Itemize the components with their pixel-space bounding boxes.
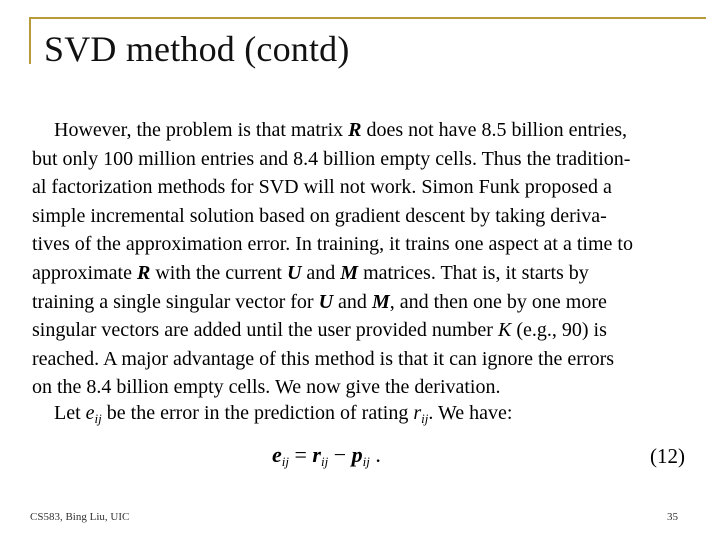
paragraph-line: but only 100 million entries and 8.4 billion empty cells. Thus the tradition-	[32, 147, 631, 170]
paragraph-line: tives of the approximation error. In training, it trains one aspect at a time to	[32, 233, 633, 256]
matrix-m-symbol: M	[340, 261, 359, 284]
matrix-u-symbol: U	[318, 290, 334, 313]
error-symbol: e	[85, 402, 95, 424]
body-paragraph	[32, 116, 694, 402]
page-number: 35	[667, 511, 678, 523]
paragraph-line: reached. A major advantage of this method is that it can ignore the errors	[32, 347, 615, 370]
matrix-r-symbol: R	[136, 261, 151, 284]
paragraph-line: on the 8.4 billion empty cells. We now give the derivation.	[32, 376, 501, 399]
error-equation: $e_{ij} = r_{ij} - p_{ij}$ .	[272, 442, 381, 469]
paragraph-line: singular vectors are added until the user provided number K (e.g., 90) is	[32, 319, 607, 342]
paragraph-line: However, the problem is that matrix R does not have 8.5 billion entries,	[54, 119, 627, 141]
let-statement: Let $e_{ij}$ be the error in the prediction of rating $r_{ij}$. We have:	[54, 402, 513, 426]
slide-title: SVD method (contd)	[44, 29, 350, 69]
slide-frame-left-rule	[29, 17, 31, 64]
equation-number: (12)	[650, 444, 685, 468]
rating-symbol: r	[413, 402, 422, 424]
paragraph-line: simple incremental solution based on gradient descent by taking deriva-	[32, 204, 607, 227]
paragraph-line: al factorization methods for SVD will not work. Simon Funk proposed a	[32, 176, 612, 199]
k-symbol: K	[497, 319, 512, 342]
slide-frame-top-rule	[29, 17, 706, 19]
matrix-u-symbol: U	[286, 261, 302, 284]
matrix-r-symbol: R	[348, 119, 362, 141]
footer-course-label: CS583, Bing Liu, UIC	[30, 511, 130, 523]
paragraph-line: approximate R with the current U and M matrices. That is, it starts by	[32, 261, 589, 284]
matrix-m-symbol: M	[371, 290, 390, 313]
paragraph-line: training a single singular vector for U and M, and then one by one more	[32, 290, 607, 313]
